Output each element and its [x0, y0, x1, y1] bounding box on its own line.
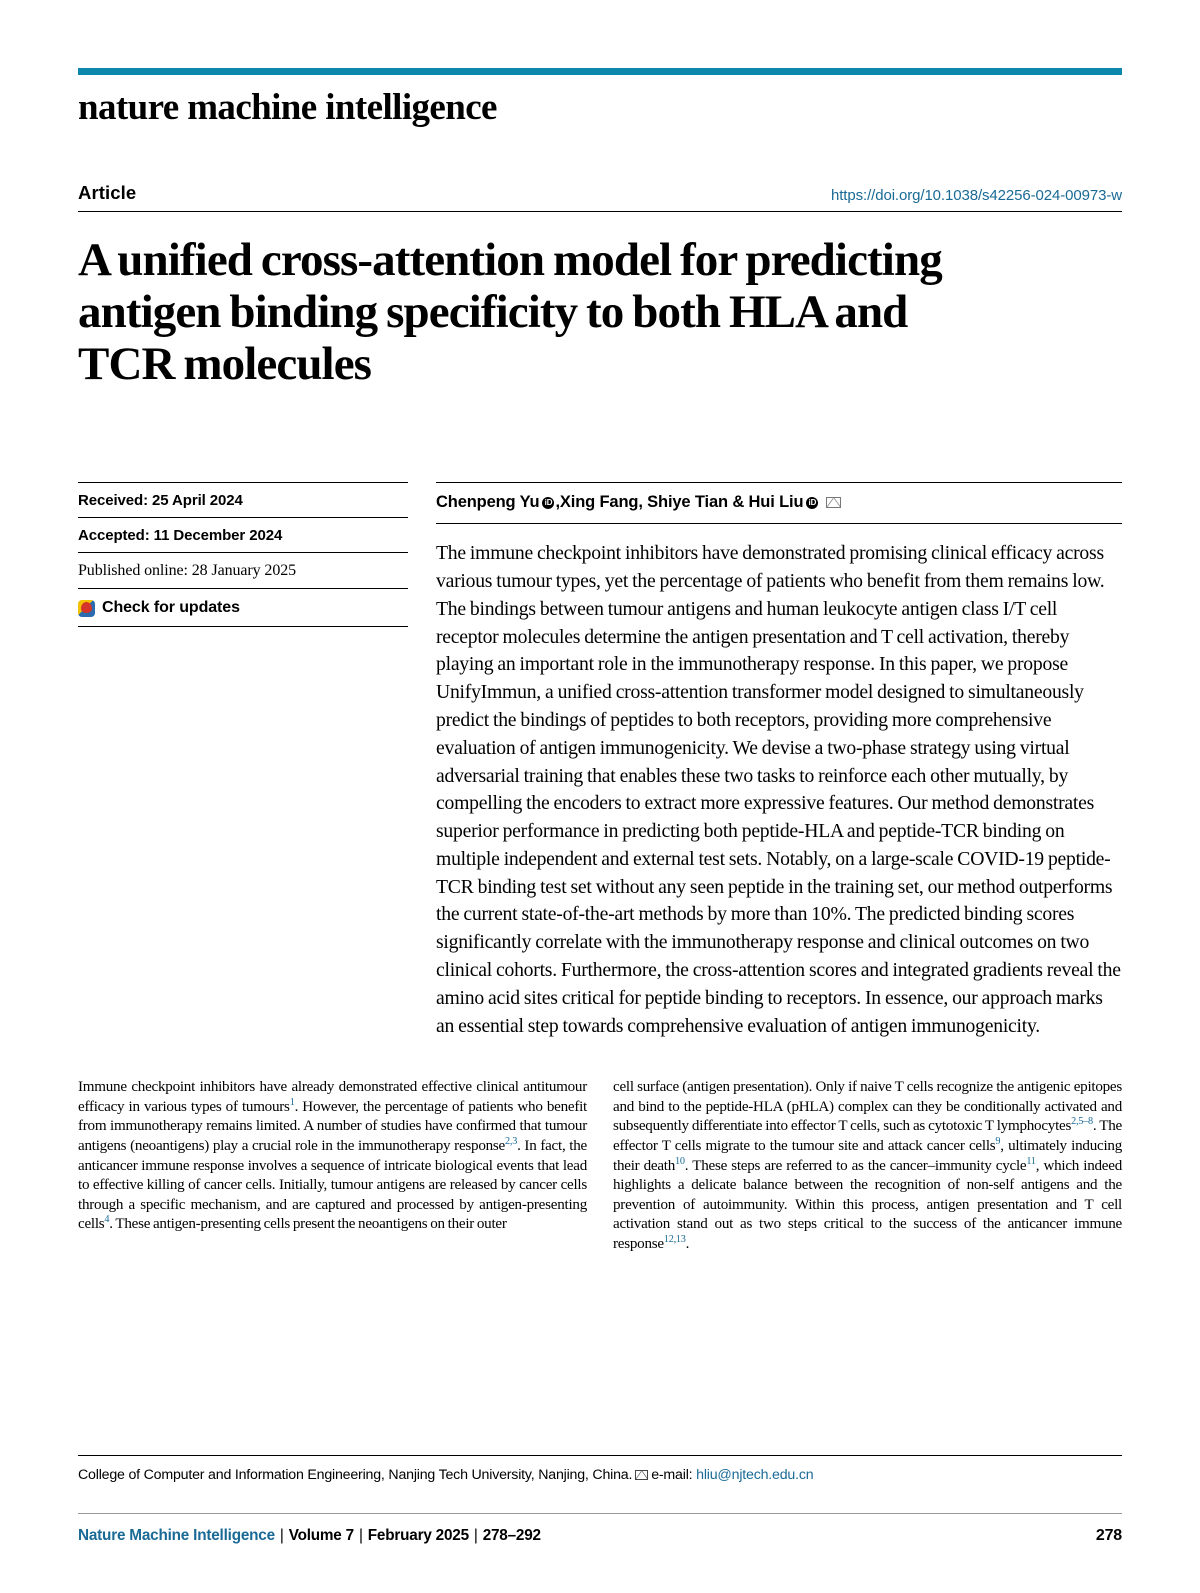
citation-reference[interactable]: 4 — [104, 1214, 110, 1226]
publication-history-panel — [78, 482, 408, 1040]
footer-separator: | — [358, 1527, 363, 1544]
meta-divider-bottom — [78, 626, 408, 627]
citation-reference[interactable]: 9 — [995, 1135, 1001, 1147]
journal-masthead-title: nature machine intelligence — [78, 87, 497, 128]
orcid-icon[interactable] — [542, 497, 554, 509]
footer-journal-name[interactable]: Nature Machine Intelligence — [78, 1527, 275, 1544]
citation-reference[interactable]: 10 — [675, 1155, 685, 1167]
check-for-updates-label: Check for updates — [102, 599, 240, 617]
page-footer — [78, 1514, 1122, 1545]
affiliation-line — [78, 1456, 1122, 1483]
email-link[interactable]: hliu@njtech.edu.cn — [696, 1467, 814, 1483]
received-date: Received: 25 April 2024 — [78, 492, 243, 510]
envelope-icon — [635, 1470, 648, 1480]
affiliation-text: College of Computer and Information Engineering, Nanjing Tech University, Nanjing, China. — [78, 1467, 633, 1483]
footer-volume: Volume 7 — [288, 1527, 354, 1544]
author-separator: , — [555, 493, 560, 512]
footer-citation — [78, 1527, 541, 1545]
body-paragraph: Immune checkpoint inhibitors have already demonstrated effective clinical antitumour efficacy in various types of tumours$^1$. However, the percentage of patients who benefit from immunotherapy remains limited. A number of studies have confirmed that tumour antigens (neoantigens) play a crucial role in the immunotherapy response$^{2,3}$. In fact, the anticancer immune response involves a sequence of intricate biological events that lead to effective killing of cancer cells. Initially, tumour antigens are released by cancer cells through a specific mechanism, and are captured and processed by antigen-presenting cells$^4$. These antigen-presenting cells present the neoantigens on their outer — [78, 1079, 587, 1233]
page-footer-section — [78, 1513, 1122, 1545]
page-title: A unified cross-attention model for predicting antigen binding specificity to both HLA and TCR molecules — [78, 233, 942, 391]
article-kicker-row — [78, 182, 1122, 211]
author-name-chenpeng-yu[interactable]: Chenpeng Yu — [436, 493, 540, 512]
citation-reference[interactable]: 1 — [289, 1096, 295, 1108]
author-names-rest[interactable]: Xing Fang, Shiye Tian & Hui Liu — [559, 493, 804, 512]
meta-abstract-section — [78, 482, 1122, 1040]
footer-separator: | — [473, 1527, 478, 1544]
crossmark-icon — [78, 600, 95, 617]
citation-reference[interactable]: 11 — [1026, 1155, 1036, 1167]
kicker-divider — [78, 211, 1122, 212]
citation-reference[interactable]: 12,13 — [663, 1233, 686, 1245]
body-column-right — [613, 1078, 1122, 1254]
body-column-left — [78, 1078, 587, 1254]
masthead-accent-bar — [78, 68, 1122, 75]
envelope-icon[interactable] — [826, 497, 841, 508]
body-paragraph: cell surface (antigen presentation). Only if naive T cells recognize the antigenic epitopes and bind to the peptide-HLA (pHLA) complex can they be conditionally activated and subsequently differentiate into effector T cells, such as cytotoxic T lymphocytes$^{2,5-8}$. The effector T cells migrate to the tumour site and attack cancer cells$^9$, ultimately inducing their death$^{10}$. These steps are referred to as the cancer–immunity cycle$^{11}$, which indeed highlights a delicate balance between the recognition of non-self antigens and the prevention of autoimmunity. Within this process, antigen presentation and T cell activation stand out as two steps critical to the success of the anticancer immune response$^{12,13}$. — [613, 1079, 1123, 1252]
page-number: 278 — [1095, 1527, 1122, 1544]
introduction-body — [78, 1078, 1122, 1254]
doi-link[interactable]: https://doi.org/10.1038/s42256-024-00973-w — [830, 186, 1122, 204]
footer-separator: | — [279, 1527, 284, 1544]
citation-reference[interactable]: 2,5–8 — [1071, 1116, 1093, 1128]
accepted-date: Accepted: 11 December 2024 — [78, 527, 283, 545]
orcid-icon[interactable] — [806, 497, 818, 509]
abstract-panel — [436, 482, 1122, 1040]
footnote-section — [78, 1455, 1122, 1483]
authors-divider-bottom — [436, 523, 1122, 524]
footer-date: February 2025 — [367, 1527, 469, 1544]
footer-pages: 278–292 — [482, 1527, 541, 1544]
abstract-text: The immune checkpoint inhibitors have demonstrated promising clinical efficacy across various tumour types, yet the percentage of patients who benefit from them remains low. The bindings between tumour antigens and human leukocyte antigen class I/T cell receptor molecules determine the antigen presentation and T cell activation, thereby playing an important role in the immunotherapy response. In this paper, we propose UnifyImmun, a unified cross-attention transformer model designed to simultaneously predict the bindings of peptides to both receptors, providing more comprehensive evaluation of antigen immunogenicity. We devise a two-phase strategy using virtual adversarial training that enables these two tasks to reinforce each other mutually, by compelling the encoders to extract more expressive features. Our method demonstrates superior performance in predicting both peptide-HLA and peptide-TCR binding on multiple independent and external test sets. Notably, on a large-scale COVID-19 peptide-TCR binding test set without any seen peptide in the training set, our method outperforms the current state-of-the-art methods by more than 10%. The predicted binding scores significantly correlate with the immunotherapy response and clinical outcomes on two clinical cohorts. Furthermore, the cross-attention scores and integrated gradients reveal the amino acid sites critical for peptide binding to receptors. In essence, our approach marks an essential step towards comprehensive evaluation of antigen immunogenicity. — [436, 542, 1121, 1037]
check-for-updates-button[interactable] — [78, 589, 408, 626]
citation-reference[interactable]: 2,3 — [505, 1135, 518, 1147]
article-type-label: Article — [78, 181, 137, 203]
email-label: e-mail: — [651, 1467, 693, 1483]
published-date: Published online: 28 January 2025 — [78, 562, 297, 580]
author-list — [436, 483, 1122, 523]
